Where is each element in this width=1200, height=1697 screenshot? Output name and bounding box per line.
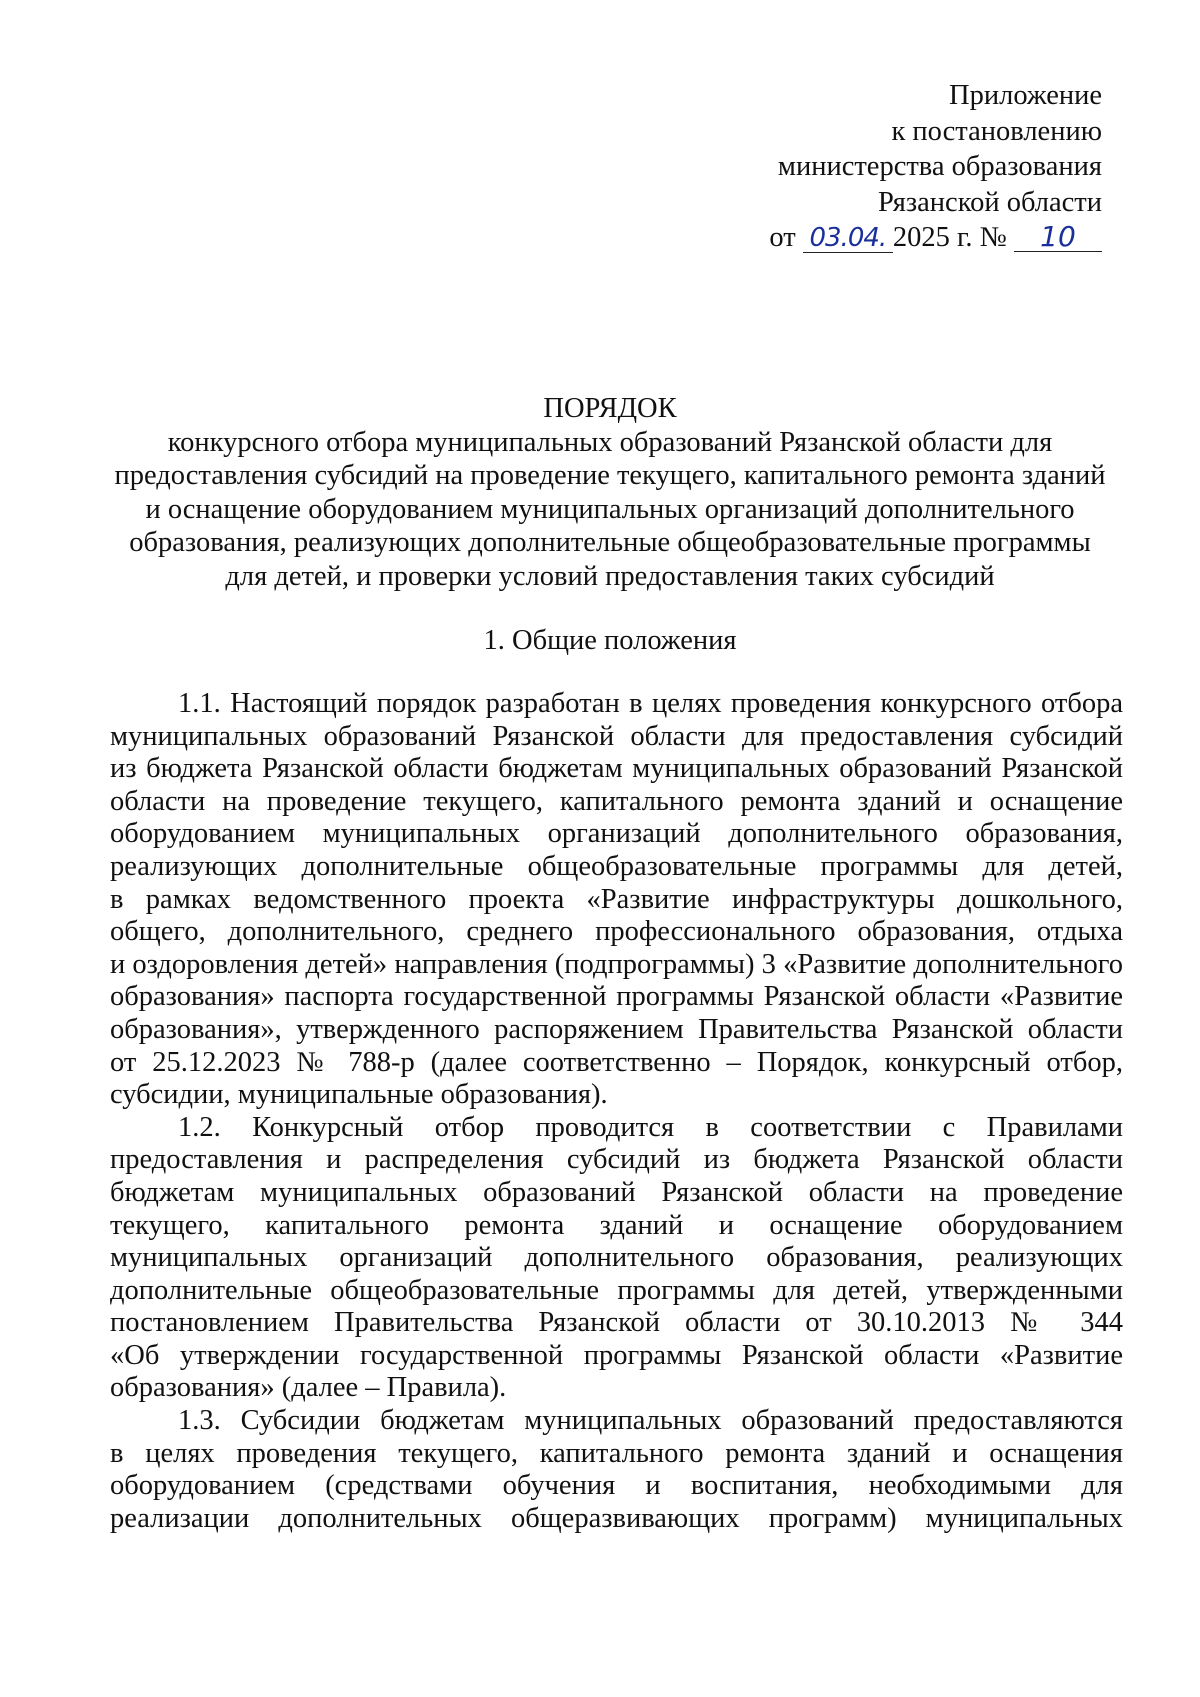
title-line: и оснащение оборудованием муниципальных организаций дополнительного <box>145 493 1075 525</box>
appendix-date-line <box>769 220 1102 256</box>
appendix-block <box>769 78 1102 256</box>
text-line: от 25.12.2023 № 788-р (далее соответственно – Порядок, конкурсный отбор, <box>110 1046 1123 1078</box>
handwritten-number: 10 <box>1014 223 1102 252</box>
text-line: образования», утвержденного распоряжением Правительства Рязанской области <box>110 1013 1123 1045</box>
document-body <box>110 688 1123 1535</box>
section-heading: 1. Общие положения <box>483 625 737 656</box>
text-line: образования» паспорта государственной программы Рязанской области «Развитие <box>110 981 1123 1013</box>
year-text: 2025 г. № <box>892 222 1014 253</box>
text-line: и оздоровления детей» направления (подпрограммы) 3 «Развитие дополнительного <box>110 948 1123 980</box>
title-line: образования, реализующих дополнительные общеобразовательные программы <box>129 527 1091 558</box>
title-line: для детей, и проверки условий предоставления таких субсидий <box>225 560 995 592</box>
text-line: образования» (далее – Правила). <box>110 1372 507 1404</box>
document-title: ПОРЯДОК <box>543 393 677 424</box>
paragraph-1-3 <box>110 1405 1123 1535</box>
paragraph-1-1 <box>110 688 1123 1112</box>
text-line: предоставления и распределения субсидий из бюджета Рязанской области <box>110 1144 1123 1176</box>
text-line: бюджетам муниципальных образований Рязанской области на проведение <box>110 1176 1123 1208</box>
text-line: реализующих дополнительные общеобразовательные программы для детей, <box>110 850 1123 882</box>
appendix-region: Рязанской области <box>878 186 1102 218</box>
appendix-title: Приложение <box>949 80 1102 111</box>
text-line: текущего, капитального ремонта зданий и оснащение оборудованием <box>110 1209 1123 1241</box>
text-line: оборудованием (средствами обучения и воспитания, необходимыми для <box>110 1470 1123 1502</box>
paragraph-1-2 <box>110 1112 1123 1405</box>
text-line: реализации дополнительных общеразвивающих программ) муниципальных <box>110 1502 1123 1534</box>
appendix-reference: к постановлению <box>891 115 1102 147</box>
text-line: оборудованием муниципальных организаций дополнительного образования, <box>110 818 1123 850</box>
text-line: общего, дополнительного, среднего профессионального образования, отдыха <box>110 916 1123 948</box>
text-line: муниципальных организаций дополнительного образования, реализующих <box>110 1242 1123 1274</box>
date-prefix: от <box>769 222 803 253</box>
text-line: в целях проведения текущего, капитального ремонта зданий и оснащения <box>110 1437 1123 1469</box>
text-line: 1.3. Субсидии бюджетам муниципальных образований предоставляются <box>178 1405 1123 1437</box>
title-line: предоставления субсидий на проведение текущего, капитального ремонта зданий <box>114 460 1106 491</box>
text-line: постановлением Правительства Рязанской области от 30.10.2013 № 344 <box>110 1307 1123 1339</box>
text-line: субсидии, муниципальные образования). <box>110 1079 608 1111</box>
text-line: из бюджета Рязанской области бюджетам муниципальных образований Рязанской <box>110 753 1123 785</box>
text-line: 1.1. Настоящий порядок разработан в целях проведения конкурсного отбора <box>178 688 1123 719</box>
text-line: «Об утверждении государственной программы Рязанской области «Развитие <box>110 1339 1123 1371</box>
text-line: 1.2. Конкурсный отбор проводится в соответствии с Правилами <box>178 1111 1123 1143</box>
text-line: дополнительные общеобразовательные программы для детей, утвержденными <box>110 1274 1123 1306</box>
title-line: конкурсного отбора муниципальных образований Рязанской области для <box>167 426 1053 458</box>
document-heading <box>110 392 1110 593</box>
text-line: области на проведение текущего, капитального ремонта зданий и оснащение <box>110 785 1123 817</box>
text-line: муниципальных образований Рязанской области для предоставления субсидий <box>110 720 1123 752</box>
appendix-ministry: министерства образования <box>777 151 1102 182</box>
text-line: в рамках ведомственного проекта «Развитие инфраструктуры дошкольного, <box>110 883 1123 915</box>
handwritten-date: 03.04. <box>803 224 893 253</box>
